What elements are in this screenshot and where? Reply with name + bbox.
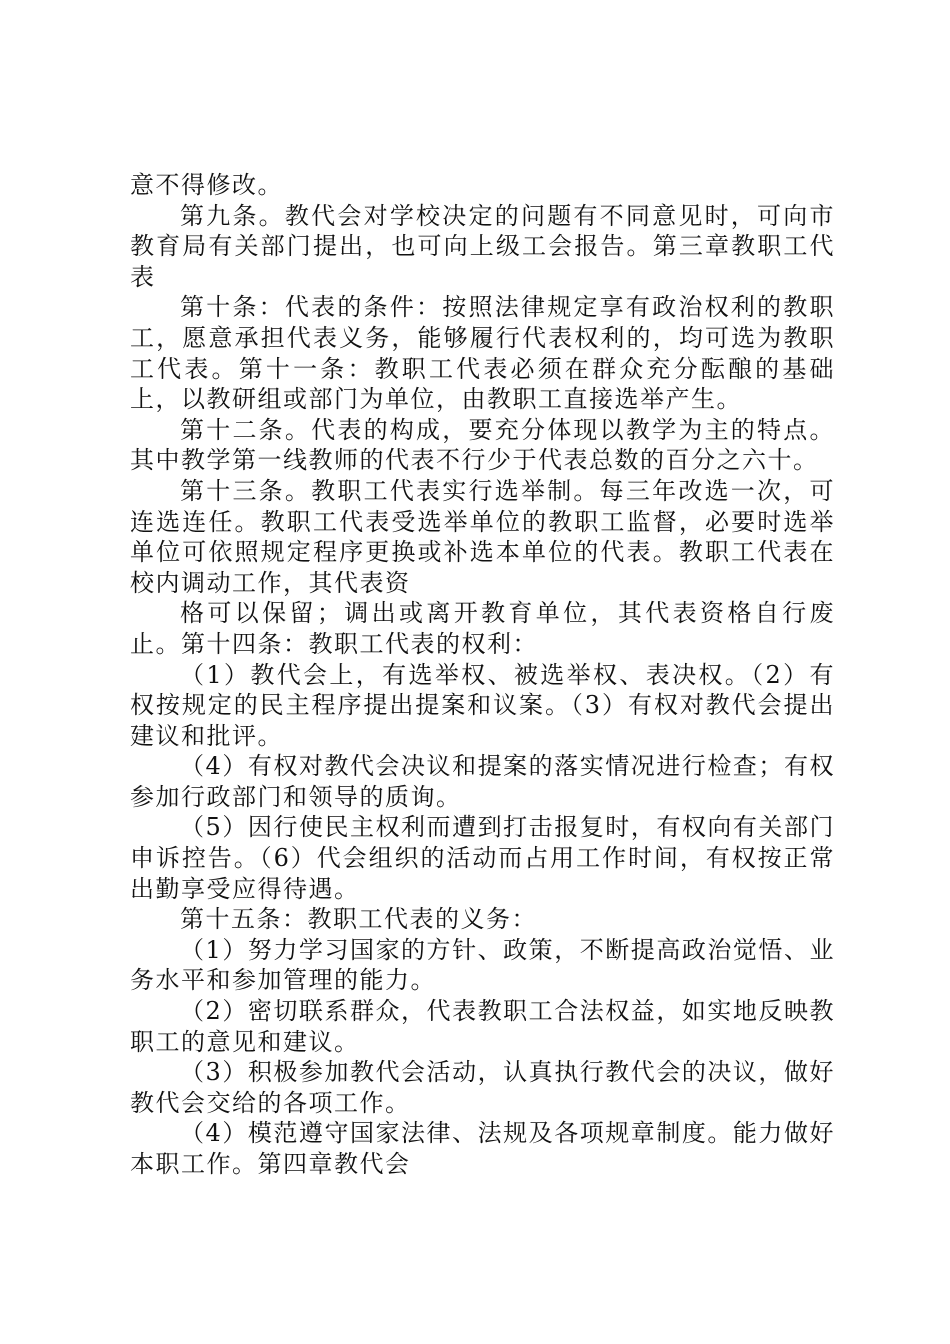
paragraph-article-10-11: 第十条：代表的条件：按照法律规定享有政治权利的教职工，愿意承担代表义务，能够履行代表权利的，均可选为教职工代表。第十一条：教职工代表必须在群众充分酝酿的基础上，以教研组或部门为单位，由教职工直接选举产生。: [130, 293, 835, 414]
paragraph-article-12: 第十二条。代表的构成，要充分体现以教学为主的特点。其中教学第一线教师的代表不行少于代表总数的百分之六十。: [130, 415, 835, 475]
paragraph-duty-4: （4）模范遵守国家法律、法规及各项规章制度。能力做好本职工作。第四章教代会: [130, 1119, 835, 1178]
paragraph-article-13: 第十三条。教职工代表实行选举制。每三年改选一次，可连选连任。教职工代表受选举单位的教职工监督，必要时选举单位可依照规定程序更换或补选本单位的代表。教职工代表在校内调动工作，其代表资: [130, 476, 835, 597]
paragraph-duty-3: （3）积极参加教代会活动，认真执行教代会的决议，做好教代会交给的各项工作。: [130, 1058, 835, 1117]
paragraph-article-13-cont: 格可以保留；调出或离开教育单位，其代表资格自行废止。第十四条：教职工代表的权利：: [130, 599, 835, 658]
paragraph-rights-1-3: （1）教代会上，有选举权、被选举权、表决权。（2）有权按规定的民主程序提出提案和议案。（3）有权对教代会提出建议和批评。: [130, 660, 835, 750]
paragraph-duty-1: （1）努力学习国家的方针、政策，不断提高政治觉悟、业务水平和参加管理的能力。: [130, 935, 835, 995]
paragraph-article-15: 第十五条：教职工代表的义务：: [180, 905, 537, 934]
paragraph-rights-5-6: （5）因行使民主权利而遭到打击报复时，有权向有关部门申诉控告。（6）代会组织的活动而占用工作时间，有权按正常出勤享受应得待遇。: [130, 813, 835, 903]
paragraph-rights-4: （4）有权对教代会决议和提案的落实情况进行检查；有权参加行政部门和领导的质询。: [130, 752, 835, 811]
paragraph-1: 意不得修改。: [130, 171, 283, 199]
paragraph-article-9: 第九条。教代会对学校决定的问题有不同意见时，可向市教育局有关部门提出，也可向上级工会报告。第三章教职工代表: [130, 201, 835, 291]
paragraph-duty-2: （2）密切联系群众，代表教职工合法权益，如实地反映教职工的意见和建议。: [130, 997, 835, 1056]
document-body: [130, 170, 835, 1180]
